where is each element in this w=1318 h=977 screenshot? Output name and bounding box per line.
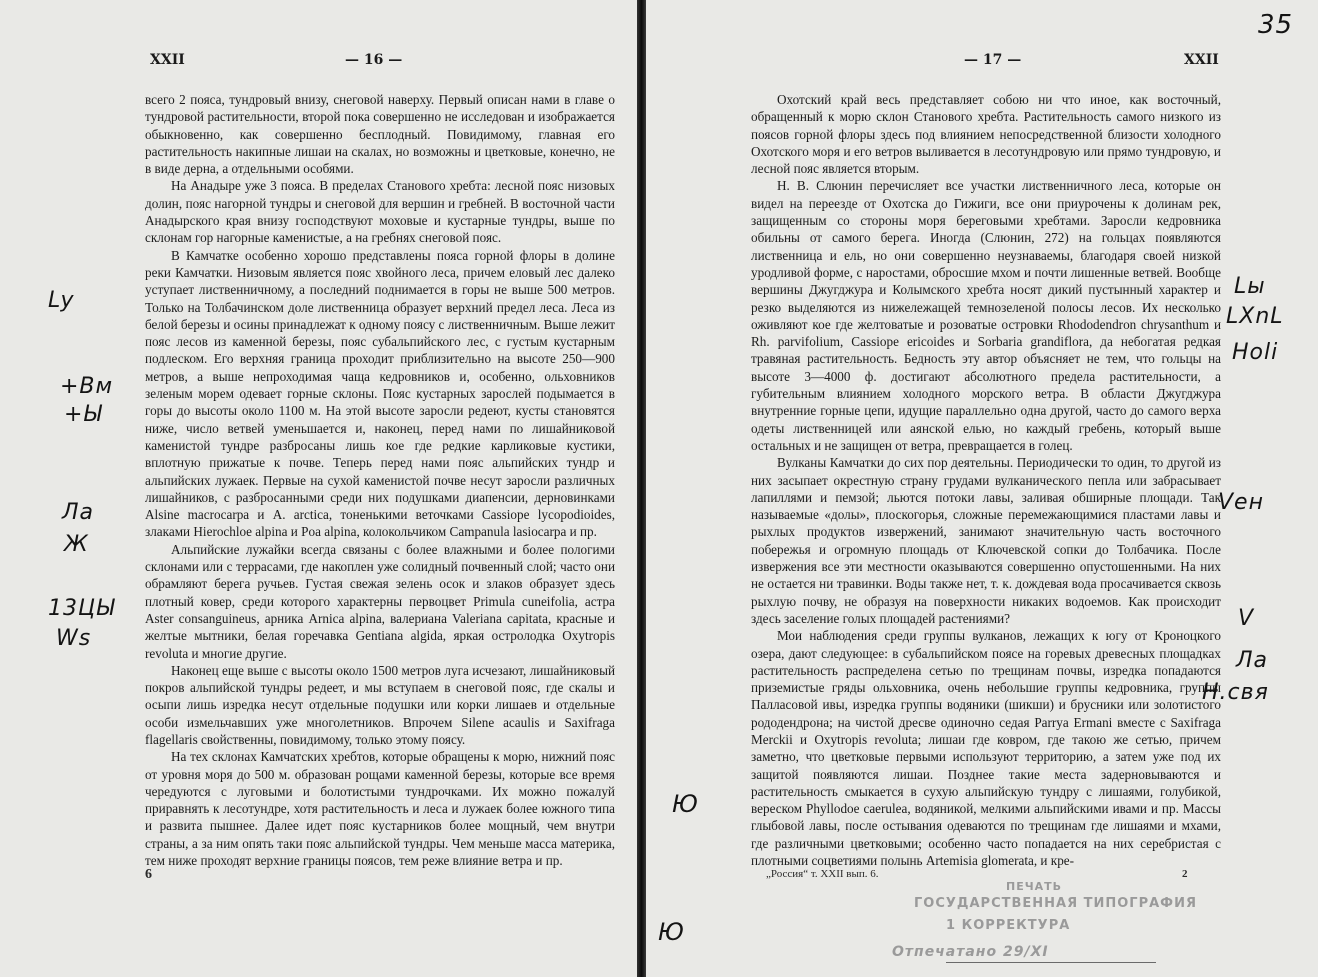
paragraph: Мои наблюдения среди группы вулканов, лежащих к югу от Кроноцкого озера, дают следующее: в субальпийском поясе на горевых древесных площадках растительность распределена сетью по трещинам почвы, изредка попадаются приземистые гряды ольховника, очень небольшие группы кедровника, группы Палласовой ивы, изредка группы водяники (шикши) и брусники или золотистого рододендрона; на чистой дресве одиночно седая Parrya Ermani вместе с Saxifraga Merckii и Oxytropis revoluta; лишаи где ковром, где такою же сетью, причем заметно, что цветковые первыми используют территорию, а затем уже под их защитой появляются лишаи. Позднее такие места задерновываются и растительность смыкается в сухую альпийскую тундру с лишаями, голубикой, вереском Phyllodoe caerulea, водяникой, мелкими альпийскими ивами и пр. Массы глыбовой лавы, после остывания одеваются по трещинам где лишаями и мхами, где различными цветковыми; особенно часто попадается на них серебристая с плотными соцветиями полынь Artemisia glomerata, и кре-	[751, 628, 1221, 869]
stamp-line: Отпечатано 29/XI	[892, 944, 1049, 960]
stamp-line: ГОСУДАРСТВЕННАЯ ТИПОГРАФИЯ	[914, 896, 1197, 911]
left-page	[0, 0, 637, 977]
handwritten-note: Ла	[62, 500, 95, 525]
stamp-line: ПЕЧАТЬ	[1006, 880, 1063, 893]
handwritten-note: Ла	[1236, 648, 1269, 673]
paragraph: всего 2 пояса, тундровый внизу, снеговой наверху. Первый описан нами в главе о тундровой растительности, второй пока совершенно не исследован и изображается обыкновенно, как совершенно бесплодный. Повидимому, главная его растительность накипные лишаи на скалах, но возможны и цветковые, конечно, не в виде дерна, а отдельными особями.	[145, 92, 615, 177]
book-gutter	[637, 0, 646, 977]
footer-imprint: „Россия“ т. XXII вып. 6.	[766, 868, 879, 880]
handwritten-note: +Ы	[64, 402, 103, 427]
right-body	[751, 91, 1221, 869]
handwritten-note: Ж	[64, 532, 89, 557]
paragraph: Наконец еще выше с высоты около 1500 метров луга исчезают, лишайниковый покров альпийской тундры редеет, и мы вступаем в снеговой пояс, где скалы и осыпи лишь изредка несут отдельные подушки или корки лишаев и отдельные особи измельчавших уже многолетников. Впрочем Silene acaulis и Saxifraga flagellaris свойственны, повидимому, только этому поясу.	[145, 662, 615, 747]
handwritten-note: Ly	[48, 288, 75, 313]
paragraph: Вулканы Камчатки до сих пор деятельны. Периодически то один, то другой из них засыпает окрестную страну грудами вулканического пепла или забрасывает лапиллями и пемзой; льются потоки лавы, заливая обширные площади. Так называемые «долы», плоскогорья, сложные перемежающимися пластами лавы и рыхлых продуктов извержений, занимают значительную часть восточного побережья и огромную площадь от Ключевской сопки до Толбачика. После извержения все эти местности оказываются совершенно опустошенными. На них не остается ни травинки. Воды также нет, т. к. дождевая вода просачивается сквозь рыхлую почву, не образуя на поверхности никаких водоемов. Как происходит здесь заселение голых площадей растениями?	[751, 455, 1221, 626]
handwritten-note: Lы	[1234, 274, 1266, 299]
handwritten-note: Ws	[56, 626, 92, 651]
signature-mark: 2	[1182, 868, 1188, 880]
handwritten-note: Ю	[672, 790, 699, 818]
right-page-number: — 17 —	[964, 52, 1022, 68]
stamp-line: 1 КОРРЕКТУРА	[946, 918, 1071, 933]
paragraph: Охотский край весь представляет собою ни что иное, как восточный, обращенный к морю склон Станового хребта. Растительность самого низкого из поясов горной флоры здесь под влиянием непосредственной близости холодного Охотского моря и его ветров выливается в лесотундровую или прямо тундровую, и лесной пояс является вторым.	[751, 92, 1221, 177]
stamp-underline	[946, 962, 1156, 963]
handwritten-note: V	[1238, 606, 1255, 631]
handwritten-note: Н.свя	[1202, 680, 1269, 705]
left-body	[145, 91, 615, 869]
right-page	[646, 0, 1318, 977]
signature-mark: 6	[145, 867, 152, 882]
handwritten-note: Vен	[1218, 490, 1264, 515]
handwritten-note: Holi	[1232, 340, 1279, 365]
paragraph: На тех склонах Камчатских хребтов, которые обращены к морю, нижний пояс от уровня моря до 500 м. образован рощами каменной березы, которые все время чередуются с луговыми и болотистыми тундрочками. Их можно пожалуй приравнять к лесотундре, хотя растительность и леса и лужаек более южного типа и развита пышнее. Далее идет пояс кустарников более мощный, чем внутри страны, а за ним опять таки пояс альпийской тундры. Чем меньше масса материка, тем ниже проходят верхние границы поясов, тем реже влияние ветра и пр.	[145, 749, 615, 869]
folio-number: 35	[1258, 10, 1294, 40]
right-header-section: XXII	[1184, 52, 1219, 68]
left-page-number: — 16 —	[345, 52, 403, 68]
handwritten-note: 13ЦЫ	[48, 596, 116, 621]
left-header-section: XXII	[150, 52, 185, 68]
paragraph: Н. В. Слюнин перечисляет все участки лиственничного леса, которые он видел на переезде от Охотска до Гижиги, все они приурочены к долинам рек, защищенным со стороны моря береговыми хребтами. Заросли кедровника обильны от самого берега. Иногда (Слюнин, 272) на гольцах появляются лиственница и ель, но они совершенно неузнаваемы, благодаря своей низкой уродливой форме, с наростами, обросшие мхом и почти лишенные ветвей. Вообще вершины Джугджура и Колымского хребта носят дикий пустынный характер и резко выделяются из нижележащей темнозеленой полосы лесов. Их несколько оживляют кое где желтоватые и розоватые островки Rhododendron chrysanthum и Rh. parvifolium, Cassiope ericoides и Sorbaria grandiflora, да небогатая редкая травяная растительность. Бедность эту автор объясняет не тем, что гольцы на высоте 3—4000 ф. достигают абсолютного предела растительности, а губительным влиянием холодного морского ветра. В области Джугджура внутренние горные цепи, идущие параллельно одна другой, часто до самого верха одеты лиственницей или аянской елью, но каждый гребень, который выше остальных и не защищен от ветра, превращается в голец.	[751, 178, 1221, 453]
paragraph: На Анадыре уже 3 пояса. В пределах Станового хребта: лесной пояс низовых долин, пояс нагорной тундры и снеговой для вершин и гребней. В восточной части Анадырского края внизу господствуют моховые и кустарные тундры, выше по склонам гор нагорные каменистые, а на гребнях снеговой пояс.	[145, 178, 615, 246]
paragraph: В Камчатке особенно хорошо представлены пояса горной флоры в долине реки Камчатки. Низовым является пояс хвойного леса, причем еловый лес далеко уступает лиственничному, а последний поднимается в горы не выше 500 метров. Только на Толбачинском доле лиственница образует верхний предел леса. Леса из белой березы и осины принадлежат к одному поясу с лиственничным. Выше лежит пояс лесов из каменной березы, пояс субальпийского лес, с густым кустарным подлеском. Его верхняя граница проходит приблизительно на высоте 250—900 метров, а выше непроходимая чаща кедровников и, особенно, ольховников зеленым морем одевает горные склоны. Пояс кустарных зарослей подымается в горы до высоты около 1100 м. На этой высоте заросли редеют, кусты становятся ниже, число ветвей уменьшается и, наконец, перед нами по лишайниковой каменистой тундре разбросаны лишь кое где редкие карликовые кустики, вплотную прижатые к почве. Теперь перед нами пояс альпийских тундр и альпийских лужаек. Первые на сухой каменистой почве несут заросли различных лишайников, с разбросанными среди них подушками диапенсии, дерновинками Alsine macrocarpa и A. arctica, тоненькими веточками Cassiope lycopodioides, злаками Hierochloe alpina и Poa alpina, колокольчиком Campanula lasiocarpa и пр.	[145, 247, 615, 540]
handwritten-note: +Вм	[60, 374, 114, 399]
handwritten-note: LXnL	[1226, 304, 1284, 329]
paragraph: Альпийские лужайки всегда связаны с более влажными и более пологими склонами или с террасами, где накоплен уже солидный почвенный слой; часто они обрамляют берега ручьев. Густая свежая зелень осок и злаков образует здесь плотный ковер, среди которого характерны первоцвет Primula cuneifolia, астра Aster consanguineus, арника Arnica alpina, валериана Valeriana capitata, красные и желтые мытники, белая горечавка Gentiana algida, яркая остролодка Oxytropis revoluta и многие другие.	[145, 541, 615, 661]
handwritten-note: Ю	[658, 918, 685, 946]
